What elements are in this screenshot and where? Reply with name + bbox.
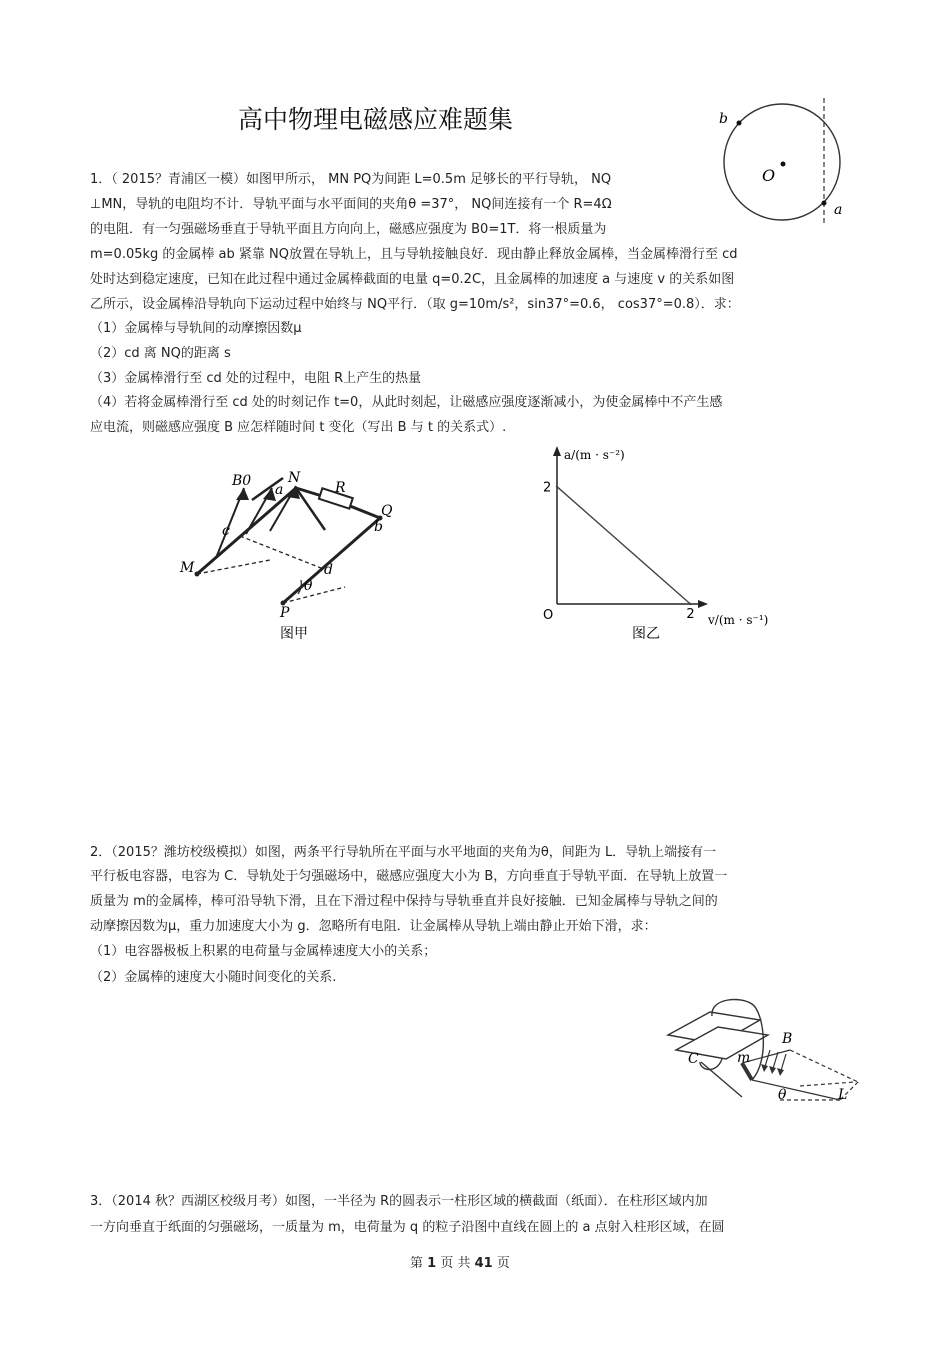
q3-line: 3．（2014 秋？西湖区校级月考）如图，一半径为 R的圆表示一柱形区域的横截面（纸面）．在柱形区域内加 — [90, 1194, 708, 1209]
q1-subquestion-3: （3）金属棒滑行至 cd 处的过程中，电阻 R上产生的热量 — [90, 371, 422, 386]
x-tick-label: 2 — [686, 607, 695, 622]
footer-total-pages: 41 — [474, 1256, 493, 1271]
q1-line: 1．（ 2015？青浦区一模）如图甲所示， MN PQ为间距 L=0.5m 足够长的平行导轨， NQ — [90, 172, 612, 187]
page-footer — [410, 1252, 510, 1271]
q1-subquestion-1: （1）金属棒与导轨间的动摩擦因数μ — [90, 321, 302, 336]
page-title: 高中物理电磁感应难题集 — [238, 105, 514, 134]
figure-jia-caption: 图甲 — [280, 626, 308, 642]
label-theta: θ — [304, 578, 313, 594]
q3-line: 一方向垂直于纸面的匀强磁场，一质量为 m，电荷量为 q 的粒子沿图中直线在圆上的 a 点射入柱形区域，在圆 — [90, 1220, 725, 1235]
origin-label: O — [543, 608, 554, 623]
label-p: P — [280, 605, 290, 621]
y-axis-label: a/(m · s⁻²) — [564, 448, 625, 462]
label-r: R — [335, 480, 346, 496]
q2-line: 平行板电容器，电容为 C．导轨处于匀强磁场中，磁感应强度大小为 B，方向垂直于导轨平面．在导轨上放置一 — [90, 869, 728, 884]
q1-line: m=0.05kg 的金属棒 ab 紧靠 NQ放置在导轨上，且与导轨接触良好．现由静止释放金属棒，当金属棒滑行至 cd — [90, 247, 738, 262]
label-q: Q — [381, 503, 393, 519]
label-l-q2: L — [838, 1087, 848, 1103]
label-o-circle: O — [762, 166, 776, 185]
label-n: N — [288, 470, 301, 486]
label-b: b — [374, 519, 383, 535]
y-tick-label: 2 — [543, 480, 552, 496]
q2-subquestion-1: （1）电容器极板上积累的电荷量与金属棒速度大小的关系； — [90, 944, 437, 959]
footer-mid: 页 共 — [440, 1256, 471, 1271]
footer-page-number: 1 — [427, 1256, 437, 1271]
q1-line: 的电阻．有一匀强磁场垂直于导轨平面且方向向上，磁感应强度为 B0=1T．将一根质量为 — [90, 222, 607, 237]
q1-subquestion-4: （4）若将金属棒滑行至 cd 处的时刻记作 t=0，从此时刻起，让磁感应强度逐渐减小，为使金属棒中不产生感 — [90, 395, 723, 410]
label-theta-q2: θ — [778, 1087, 787, 1103]
label-a-circle: a — [834, 202, 843, 218]
label-b0: B0 — [232, 473, 252, 489]
label-c: c — [222, 523, 230, 539]
label-m: M — [180, 560, 195, 576]
figure-yi-caption: 图乙 — [632, 626, 660, 642]
q2-subquestion-2: （2）金属棒的速度大小随时间变化的关系. — [90, 970, 337, 985]
footer-prefix: 第 — [410, 1256, 424, 1271]
q2-line: 质量为 m的金属棒，棒可沿导轨下滑，且在下滑过程中保持与导轨垂直并良好接触．已知金属棒与导轨之间的 — [90, 894, 718, 909]
label-b-circle: b — [719, 111, 728, 127]
q1-line: 乙所示，设金属棒沿导轨向下运动过程中始终与 NQ平行．（取 g=10m/s²，sin37°=0.6， cos37°=0.8）．求： — [90, 297, 740, 312]
q1-line: 处时达到稳定速度，已知在此过程中通过金属棒截面的电量 q=0.2C，且金属棒的加速度 a 与速度 v 的关系如图 — [90, 272, 735, 287]
q2-line: 2．（2015？潍坊校级模拟）如图，两条平行导轨所在平面与水平地面的夹角为θ，间距为 L．导轨上端接有一 — [90, 845, 717, 860]
q1-line: ⊥MN，导轨的电阻均不计．导轨平面与水平面间的夹角θ =37°， NQ间连接有一个 R=4Ω — [90, 197, 612, 212]
label-m-q2: m — [737, 1050, 751, 1066]
label-c-q2: C — [688, 1051, 699, 1067]
q1-line: 应电流，则磁感应强度 B 应怎样随时间 t 变化（写出 B 与 t 的关系式）. — [90, 420, 507, 435]
label-b-q2: B — [782, 1031, 793, 1047]
label-d: d — [324, 562, 333, 578]
q1-subquestion-2: （2）cd 离 NQ的距离 s — [90, 346, 231, 361]
x-axis-label: v/(m · s⁻¹) — [708, 613, 769, 627]
footer-suffix: 页 — [496, 1256, 510, 1271]
label-a: a — [275, 482, 284, 498]
q2-line: 动摩擦因数为μ，重力加速度大小为 g．忽略所有电阻．让金属棒从导轨上端由静止开始下滑，求： — [90, 919, 657, 934]
